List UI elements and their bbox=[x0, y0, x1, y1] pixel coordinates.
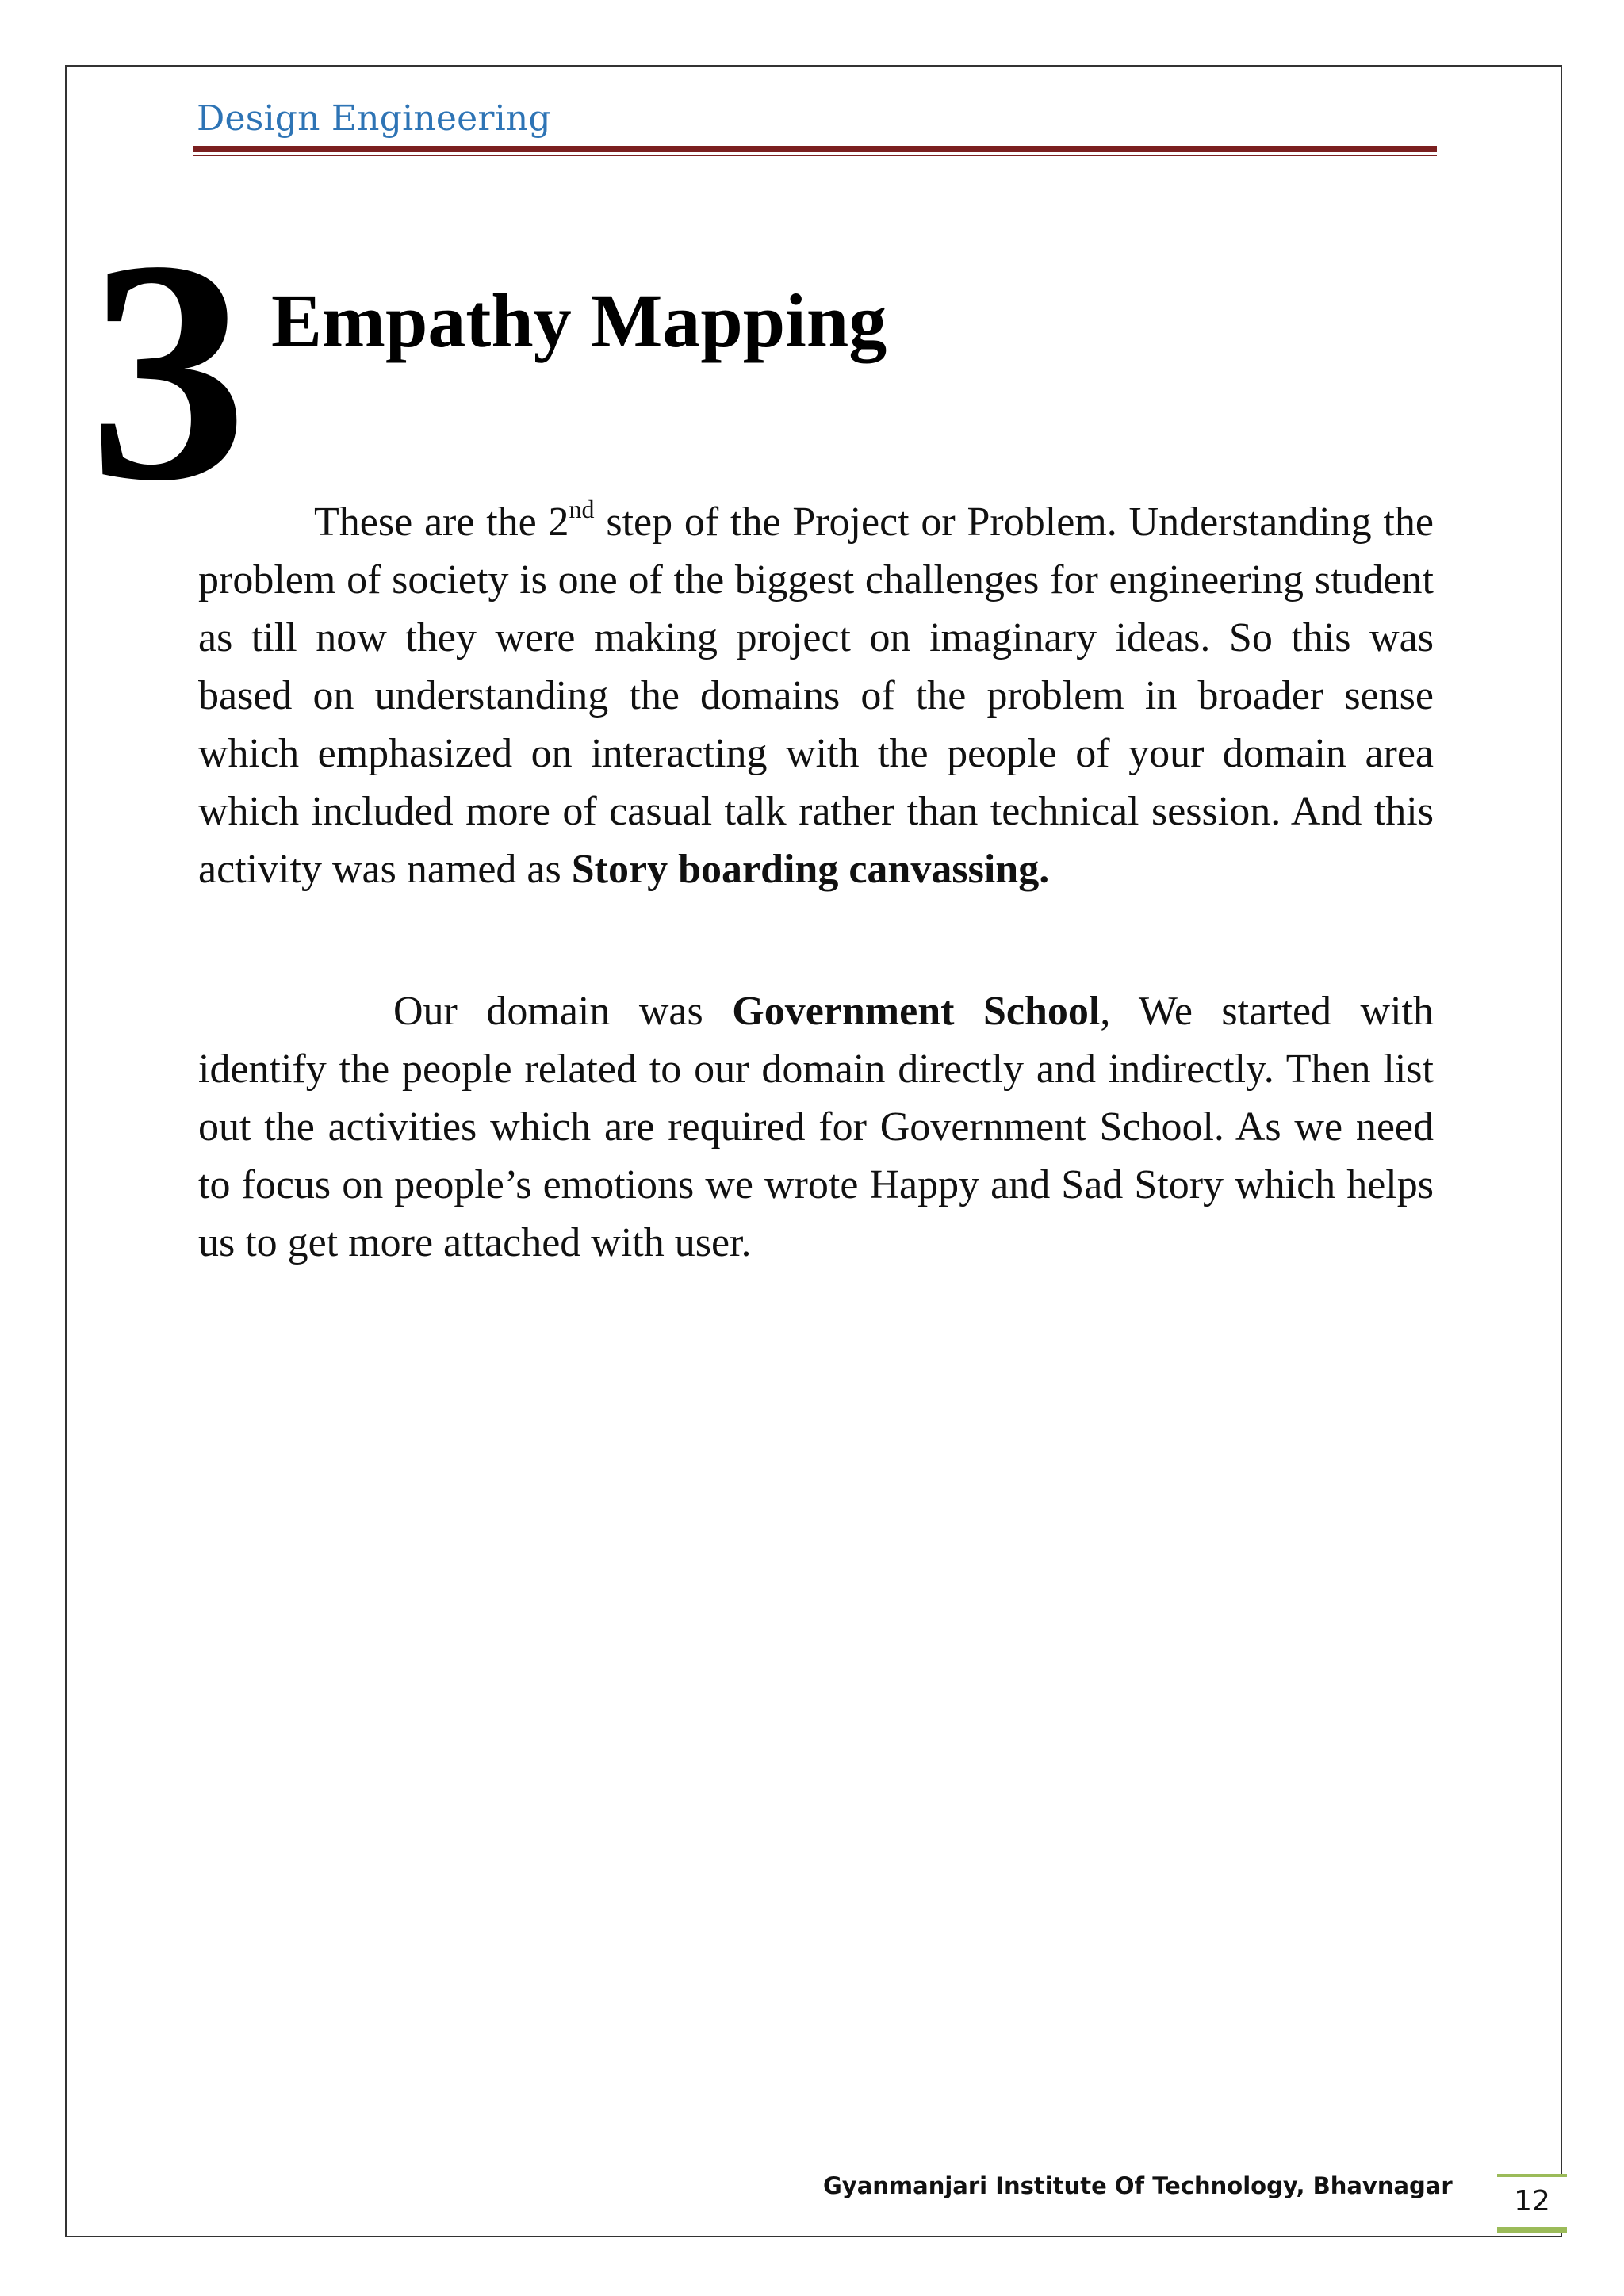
running-header-title: Design Engineering bbox=[197, 98, 551, 139]
paragraph-intro-text-start: These are the 2 bbox=[314, 499, 569, 545]
chapter-title: Empathy Mapping bbox=[271, 278, 887, 363]
paragraph-intro bbox=[198, 493, 1434, 898]
domain-name-bold: Government School bbox=[732, 989, 1101, 1034]
paragraph-domain-text-main: , We started with identify the people related to our domain directly and indirectly. Then list out the activities which are required for Government School. As we need to focus on people’s emotions we wrote Happy and Sad Story which helps us to get more attached with user. bbox=[198, 989, 1434, 1265]
header-rule bbox=[193, 146, 1437, 152]
chapter-number: 3 bbox=[89, 195, 247, 546]
page-number: 12 bbox=[1497, 2174, 1567, 2233]
paragraph-domain bbox=[198, 982, 1434, 1272]
activity-name-bold: Story boarding canvassing. bbox=[571, 847, 1050, 892]
paragraph-domain-text-start: Our domain was bbox=[393, 989, 733, 1034]
footer-institute: Gyanmanjari Institute Of Technology, Bhavnagar bbox=[823, 2172, 1453, 2199]
header-rule-thin bbox=[193, 155, 1437, 156]
paragraph-intro-text-main: step of the Project or Problem. Understanding the problem of society is one of the biggest challenges for engineering student as till now they were making project on imaginary ideas. So this was based on understanding the domains of the problem in broader sense which emphasized on interacting with the people of your domain area which included more of casual talk rather than technical session. And this activity was named as bbox=[198, 499, 1434, 892]
ordinal-superscript: nd bbox=[569, 495, 595, 523]
